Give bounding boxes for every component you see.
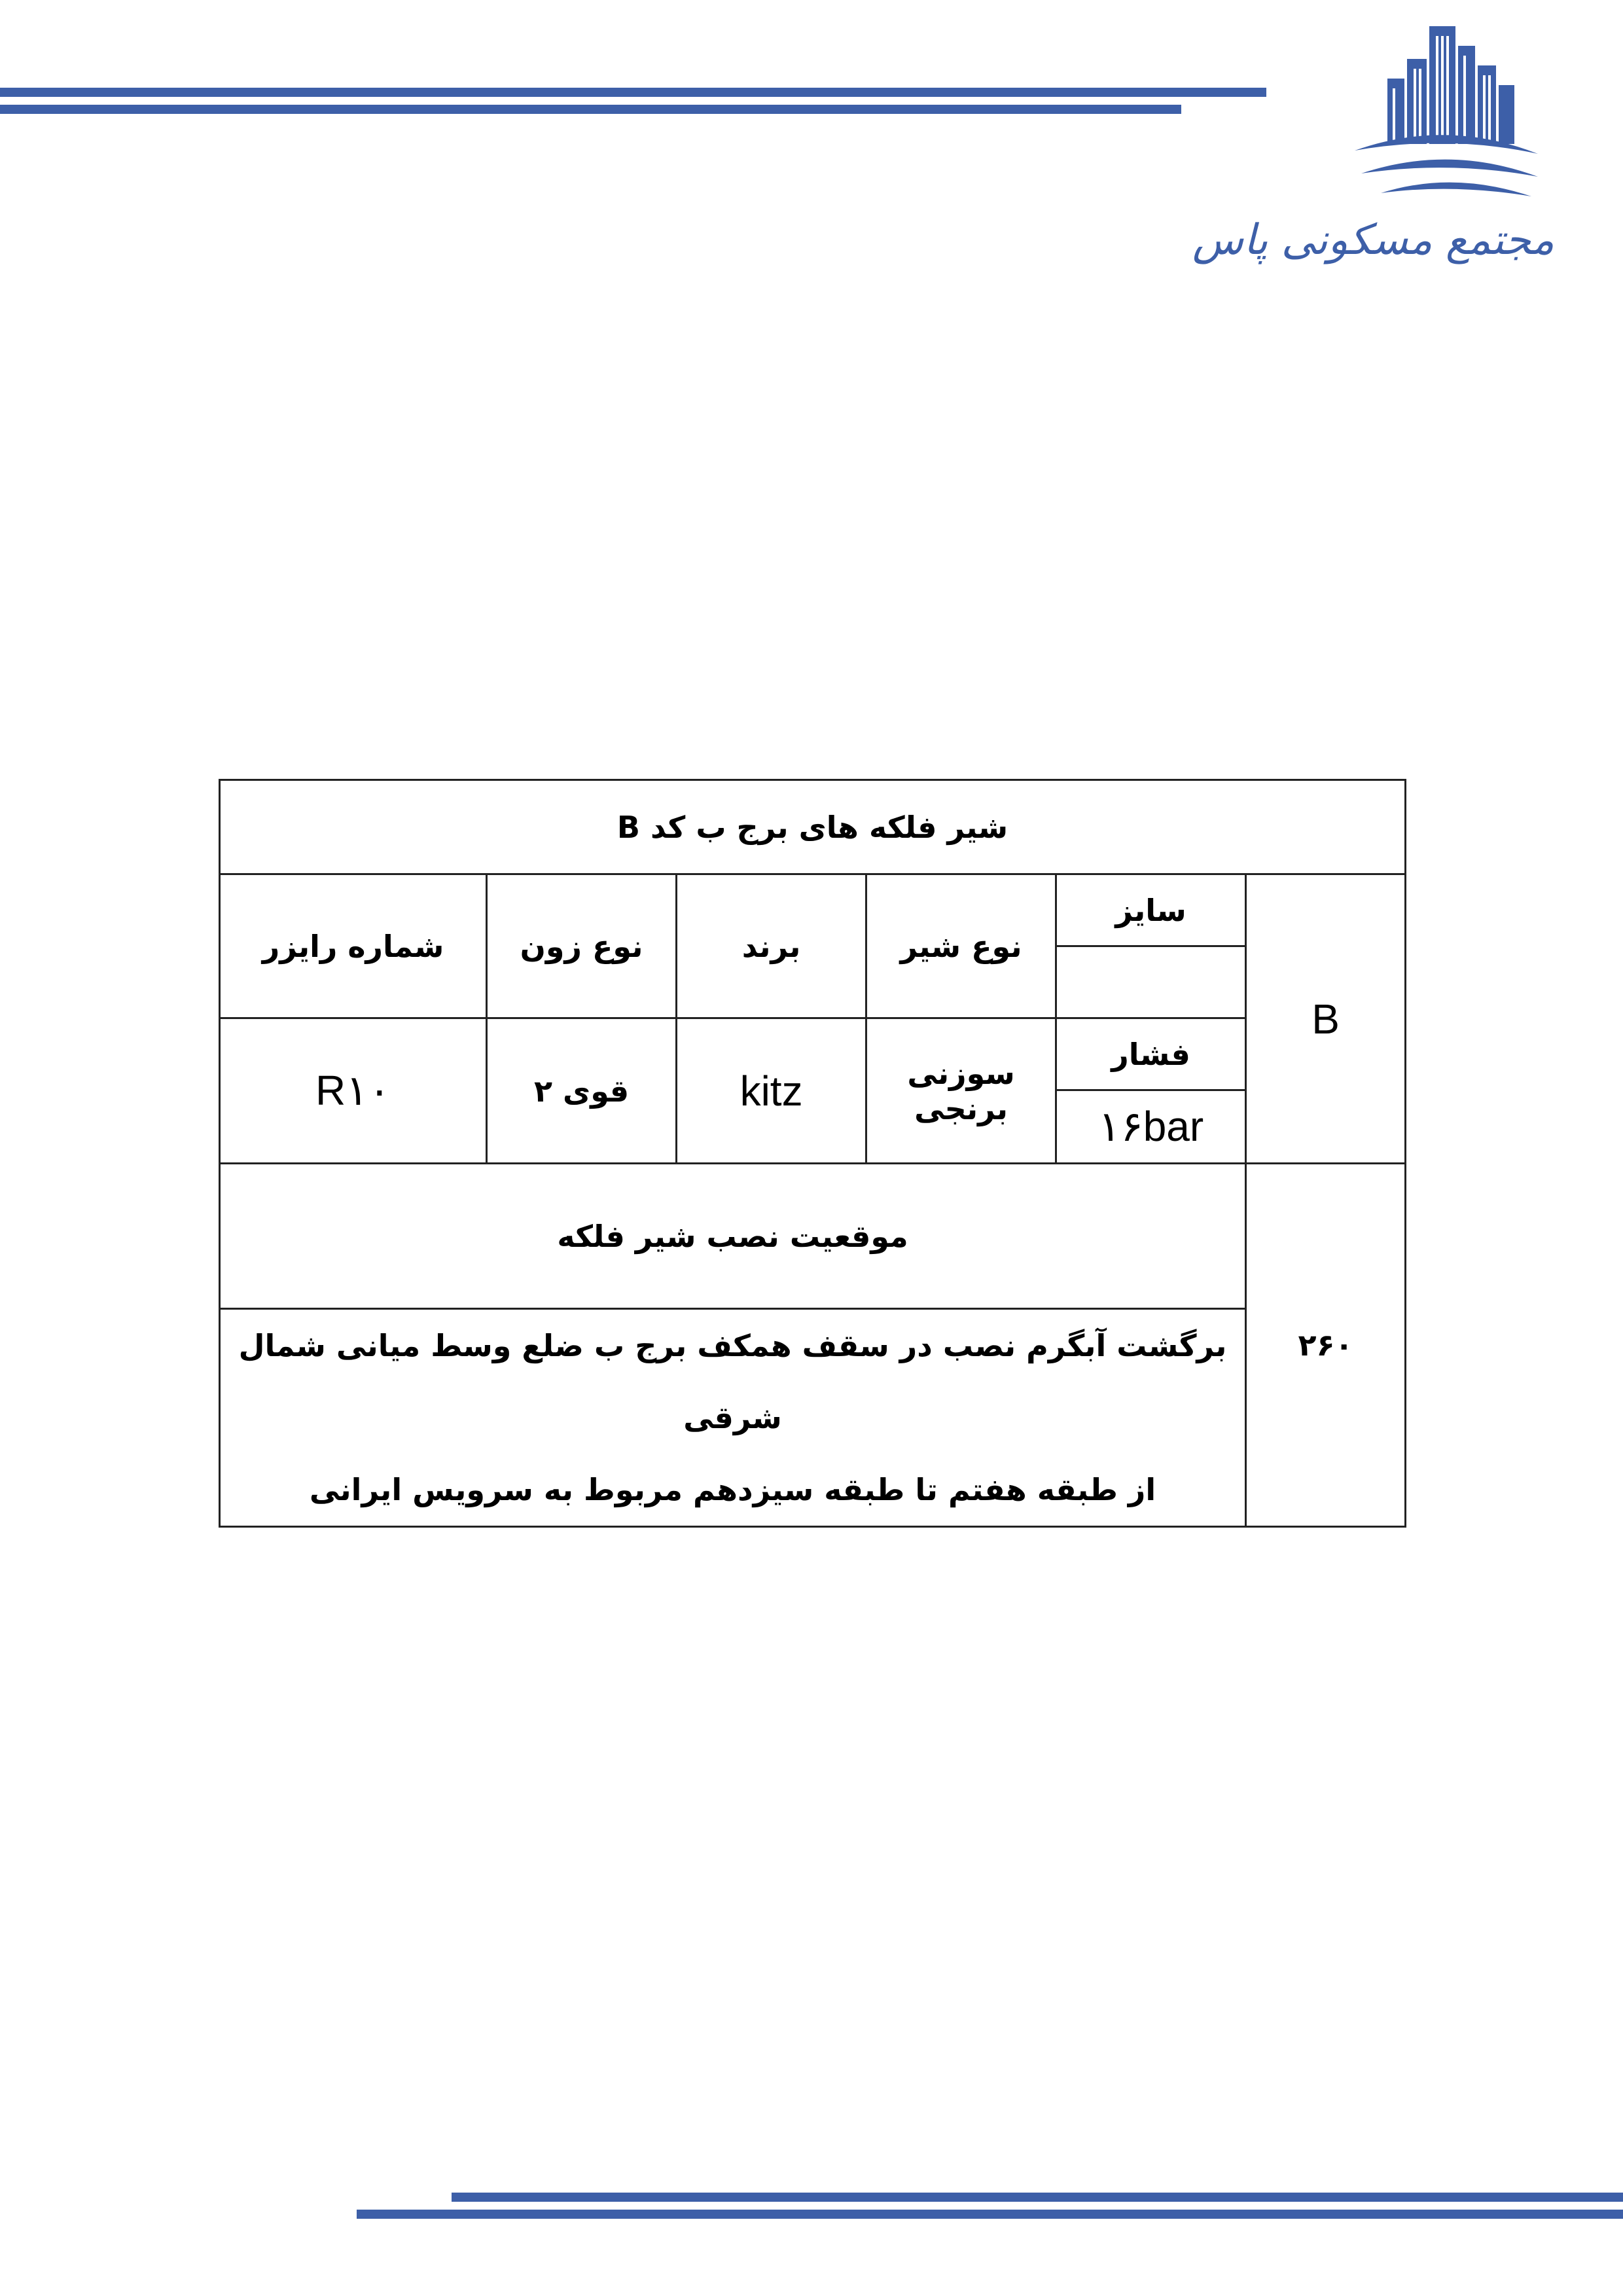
zone-type-value: قوی ۲ <box>487 1018 677 1164</box>
location-line-2: از طبقه هفتم تا طبقه سیزدهم مربوط به سرویس ایرانی <box>309 1472 1156 1507</box>
logo-text: مجتمع مسکونی پاس <box>1192 216 1554 264</box>
size-value-cell <box>1056 946 1246 1018</box>
number-cell: ۲۶۰ <box>1246 1164 1406 1527</box>
header-size: سایز <box>1056 874 1246 946</box>
pressure-label: فشار <box>1056 1018 1246 1090</box>
location-description <box>220 1309 1246 1527</box>
top-bar-short <box>0 105 1181 114</box>
brand-value: kitz <box>677 1018 866 1164</box>
valve-type-value: سوزنی برنجی <box>866 1018 1056 1164</box>
location-label: موقعیت نصب شیر فلکه <box>220 1164 1246 1309</box>
bottom-bar-short <box>452 2193 1623 2202</box>
table-title: شیر فلکه های برج ب کد B <box>220 780 1406 874</box>
header-riser-number: شماره رایزر <box>220 874 487 1018</box>
location-line-1: برگشت آبگرم نصب در سقف همکف برج ب ضلع وسط میانی شمال شرقی <box>238 1328 1227 1435</box>
bottom-bar-long <box>357 2210 1623 2219</box>
header-valve-type: نوع شیر <box>866 874 1056 1018</box>
riser-number-value: R۱۰ <box>220 1018 487 1164</box>
header-brand: برند <box>677 874 866 1018</box>
top-bar-long <box>0 88 1266 97</box>
pressure-value: ۱۶bar <box>1056 1090 1246 1164</box>
valve-table <box>219 779 1406 1528</box>
header-zone-type: نوع زون <box>487 874 677 1018</box>
code-cell: B <box>1246 874 1406 1164</box>
building-logo-icon <box>1192 20 1558 327</box>
